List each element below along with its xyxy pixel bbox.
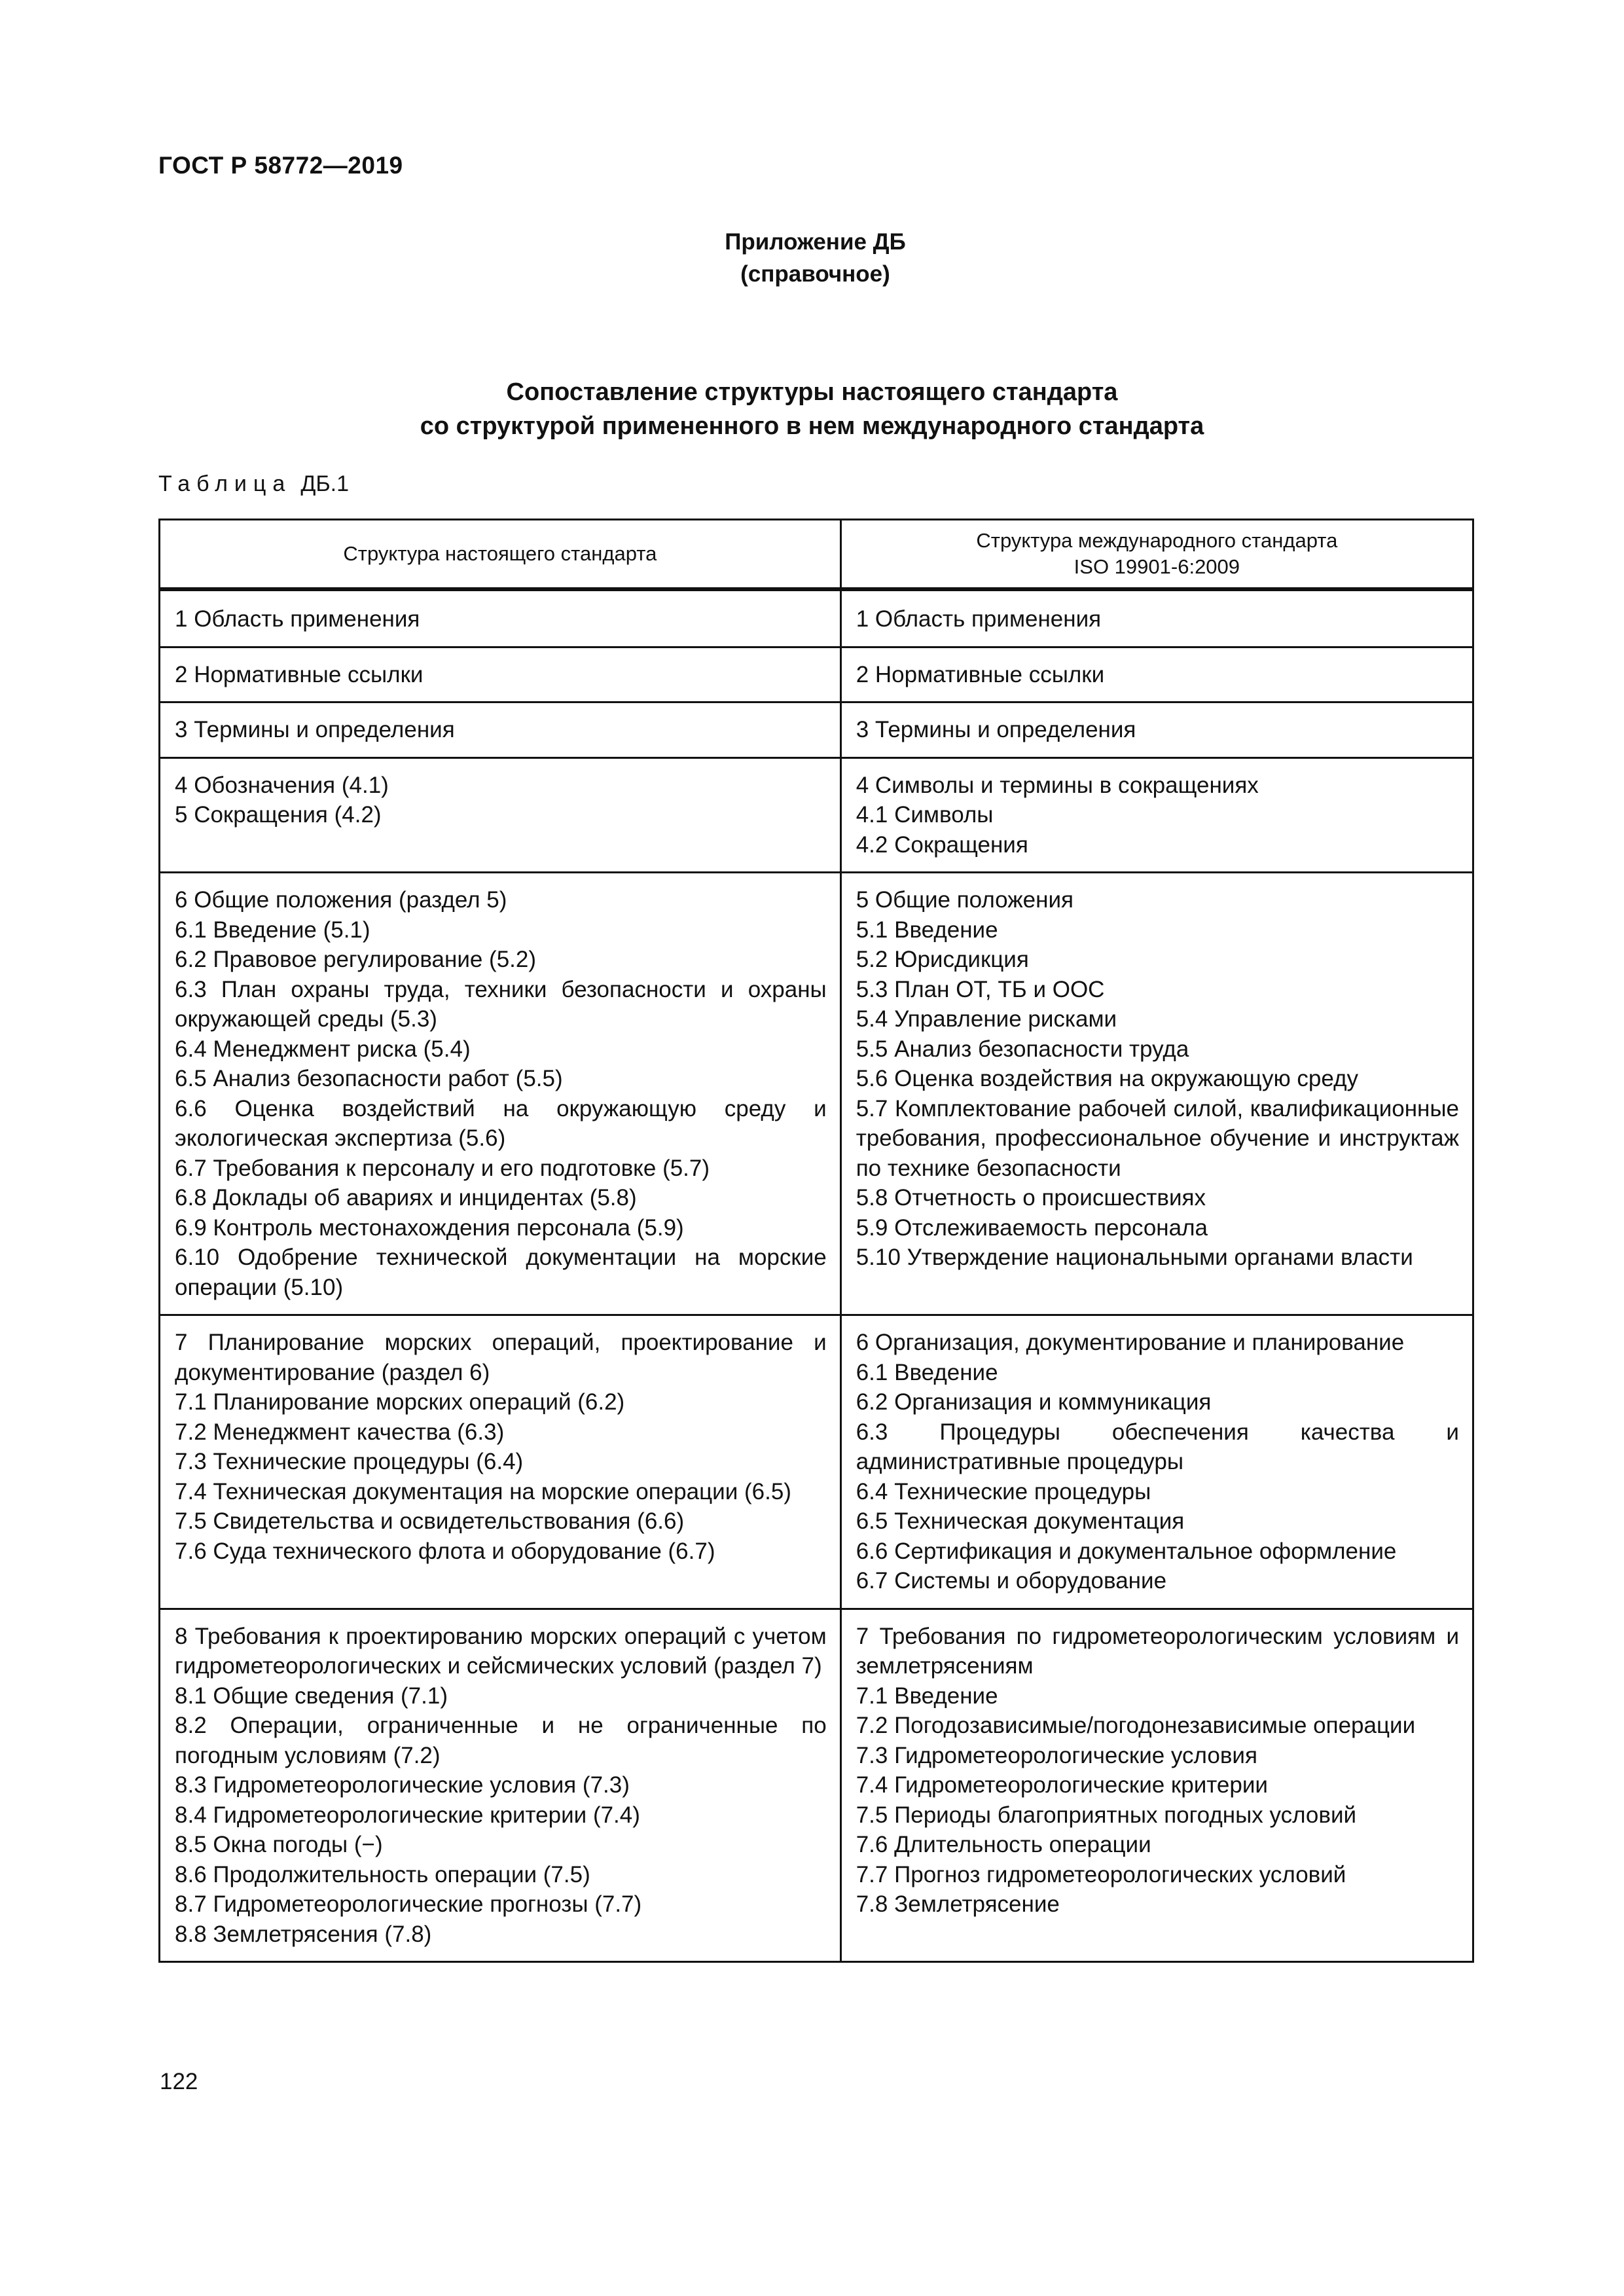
cell-entry: 2 Нормативные ссылки <box>175 661 424 687</box>
cell-entry: 7.4 Гидрометеорологические критерии <box>856 1772 1268 1798</box>
cell-entry: 5 Общие положения <box>856 887 1074 913</box>
table-cell-right <box>840 701 1474 757</box>
cell-entry: 7.2 Погодозависимые/погодонезависимые операции <box>856 1713 1416 1738</box>
document-title <box>0 375 1624 443</box>
table-row <box>158 1314 1474 1608</box>
cell-entry: 7.5 Периоды благоприятных погодных условий <box>856 1802 1357 1828</box>
cell-entry: 7.4 Техническая документация на морские операции (6.5) <box>175 1478 791 1504</box>
cell-entry: 4 Обозначения (4.1) <box>175 772 389 798</box>
cell-entry: 6.6 Сертификация и документальное оформление <box>856 1538 1397 1564</box>
appendix-type: (справочное) <box>740 261 890 287</box>
table-cell-right <box>840 646 1474 702</box>
page-number: 122 <box>160 2069 198 2094</box>
cell-entry: 6 Организация, документирование и планирование <box>856 1330 1405 1355</box>
cell-entry: 6.7 Системы и оборудование <box>856 1568 1167 1594</box>
cell-entry: 4 Символы и термины в сокращениях <box>856 772 1259 798</box>
table-row <box>158 757 1474 872</box>
cell-entry: 6.3 Процедуры обеспечения качества и административные процедуры <box>856 1419 1459 1474</box>
cell-entry: 5.3 План ОТ, ТБ и ООС <box>856 976 1105 1002</box>
cell-entry: 5.7 Комплектование рабочей силой, квалификационные требования, профессиональное обучение и инструктаж по технике безопасности <box>856 1095 1459 1181</box>
table-cell-left <box>158 1314 840 1608</box>
cell-entry: 1 Область применения <box>856 606 1102 632</box>
cell-entry: 6.2 Организация и коммуникация <box>856 1389 1212 1415</box>
cell-entry: 6.9 Контроль местонахождения персонала (5.9) <box>175 1214 684 1241</box>
table-row <box>158 589 1474 646</box>
table-cell-right <box>840 1314 1474 1608</box>
cell-entry: 6.7 Требования к персоналу и его подготовке (5.7) <box>175 1155 710 1181</box>
table-cell-right <box>840 757 1474 872</box>
cell-entry: 8.1 Общие сведения (7.1) <box>175 1683 448 1709</box>
cell-entry: 7 Планирование морских операций, проектирование и документирование (раздел 6) <box>175 1330 827 1385</box>
cell-entry: 7.1 Введение <box>856 1683 998 1709</box>
table-cell-left <box>158 701 840 757</box>
header-right-line-2: ISO 19901-6:2009 <box>1074 555 1240 578</box>
table-cell-left <box>158 646 840 702</box>
cell-entry: 8.7 Гидрометеорологические прогнозы (7.7) <box>175 1891 642 1917</box>
table-row <box>158 871 1474 1314</box>
document-header: ГОСТ Р 58772—2019 <box>158 152 403 179</box>
cell-entry: 7.6 Длительность операции <box>856 1832 1151 1857</box>
cell-entry: 8.5 Окна погоды (−) <box>175 1832 383 1857</box>
cell-entry: 8.6 Продолжительность операции (7.5) <box>175 1861 590 1887</box>
cell-entry: 5.2 Юрисдикция <box>856 947 1029 972</box>
cell-entry: 8.8 Землетрясения (7.8) <box>175 1921 432 1947</box>
cell-entry: 5.1 Введение <box>856 917 998 943</box>
cell-entry: 3 Термины и определения <box>856 717 1136 742</box>
table-cell-right <box>840 1608 1474 1963</box>
cell-entry: 8.3 Гидрометеорологические условия (7.3) <box>175 1772 630 1798</box>
cell-entry: 6.8 Доклады об авариях и инцидентах (5.8) <box>175 1185 637 1211</box>
table-cell-left <box>158 589 840 646</box>
appendix-label: Приложение ДБ <box>725 229 906 255</box>
table-cell-left <box>158 1608 840 1963</box>
cell-entry: 6.2 Правовое регулирование (5.2) <box>175 947 537 972</box>
cell-entry: 6 Общие положения (раздел 5) <box>175 887 507 913</box>
appendix-heading <box>0 226 1624 290</box>
cell-entry: 6.6 Оценка воздействий на окружающую среду и экологическая экспертиза (5.6) <box>175 1095 827 1151</box>
cell-entry: 7.1 Планирование морских операций (6.2) <box>175 1389 625 1415</box>
cell-entry: 7.6 Суда технического флота и оборудование (6.7) <box>175 1538 715 1564</box>
cell-entry: 4.2 Сокращения <box>856 831 1028 858</box>
table-caption <box>158 471 349 497</box>
cell-entry: 4.1 Символы <box>856 802 994 828</box>
cell-entry: 6.3 План охраны труда, техники безопасности и охраны окружающей среды (5.3) <box>175 976 827 1032</box>
cell-entry: 7.3 Технические процедуры (6.4) <box>175 1449 524 1474</box>
cell-entry: 6.10 Одобрение технической документации на морские операции (5.10) <box>175 1245 827 1300</box>
header-left <box>158 519 840 589</box>
cell-entry: 8.4 Гидрометеорологические критерии (7.4) <box>175 1802 640 1828</box>
cell-entry: 5.4 Управление рисками <box>856 1006 1117 1032</box>
cell-entry: 5.8 Отчетность о происшествиях <box>856 1185 1206 1211</box>
table-row <box>158 701 1474 757</box>
cell-entry: 5.10 Утверждение национальными органами власти <box>856 1245 1413 1270</box>
table-cell-right <box>840 589 1474 646</box>
table-body <box>158 589 1474 1963</box>
cell-entry: 6.4 Менеджмент риска (5.4) <box>175 1036 471 1062</box>
header-right <box>840 519 1474 589</box>
table-row <box>158 1608 1474 1963</box>
cell-entry: 6.4 Технические процедуры <box>856 1478 1151 1504</box>
cell-entry: 6.1 Введение (5.1) <box>175 917 370 943</box>
table-header-row <box>158 519 1474 589</box>
cell-entry: 5.5 Анализ безопасности труда <box>856 1036 1189 1062</box>
cell-entry: 8 Требования к проектированию морских операций с учетом гидрометеорологических и сейсмических условий (раздел 7) <box>175 1623 827 1679</box>
title-line-1: Сопоставление структуры настоящего стандарта <box>506 378 1118 406</box>
cell-entry: 5.9 Отслеживаемость персонала <box>856 1214 1208 1241</box>
table-row <box>158 646 1474 702</box>
table-caption-label: Таблица <box>158 471 292 496</box>
cell-entry: 7.7 Прогноз гидрометеорологических условий <box>856 1861 1346 1887</box>
cell-entry: 7.5 Свидетельства и освидетельствования (6.6) <box>175 1508 685 1534</box>
title-line-2: со структурой примененного в нем международного стандарта <box>420 412 1204 440</box>
cell-entry: 7.3 Гидрометеорологические условия <box>856 1742 1257 1768</box>
table-cell-right <box>840 871 1474 1314</box>
cell-entry: 7.8 Землетрясение <box>856 1891 1060 1917</box>
table-cell-left <box>158 871 840 1314</box>
structure-comparison-table <box>158 519 1474 1963</box>
cell-entry: 7.2 Менеджмент качества (6.3) <box>175 1419 505 1445</box>
cell-entry: 5.6 Оценка воздействия на окружающую среду <box>856 1066 1359 1091</box>
cell-entry: 2 Нормативные ссылки <box>856 661 1105 687</box>
cell-entry: 6.5 Техническая документация <box>856 1508 1185 1534</box>
cell-entry: 3 Термины и определения <box>175 717 455 742</box>
cell-entry: 5 Сокращения (4.2) <box>175 802 382 828</box>
header-left-text: Структура настоящего стандарта <box>343 542 657 565</box>
header-right-line-1: Структура международного стандарта <box>976 529 1338 552</box>
cell-entry: 6.5 Анализ безопасности работ (5.5) <box>175 1066 563 1091</box>
table-caption-number: ДБ.1 <box>300 471 350 496</box>
table-cell-left <box>158 757 840 872</box>
cell-entry: 1 Область применения <box>175 606 420 632</box>
cell-entry: 8.2 Операции, ограниченные и не ограниченные по погодным условиям (7.2) <box>175 1713 827 1768</box>
cell-entry: 6.1 Введение <box>856 1359 998 1385</box>
cell-entry: 7 Требования по гидрометеорологическим условиям и землетрясениям <box>856 1623 1459 1679</box>
